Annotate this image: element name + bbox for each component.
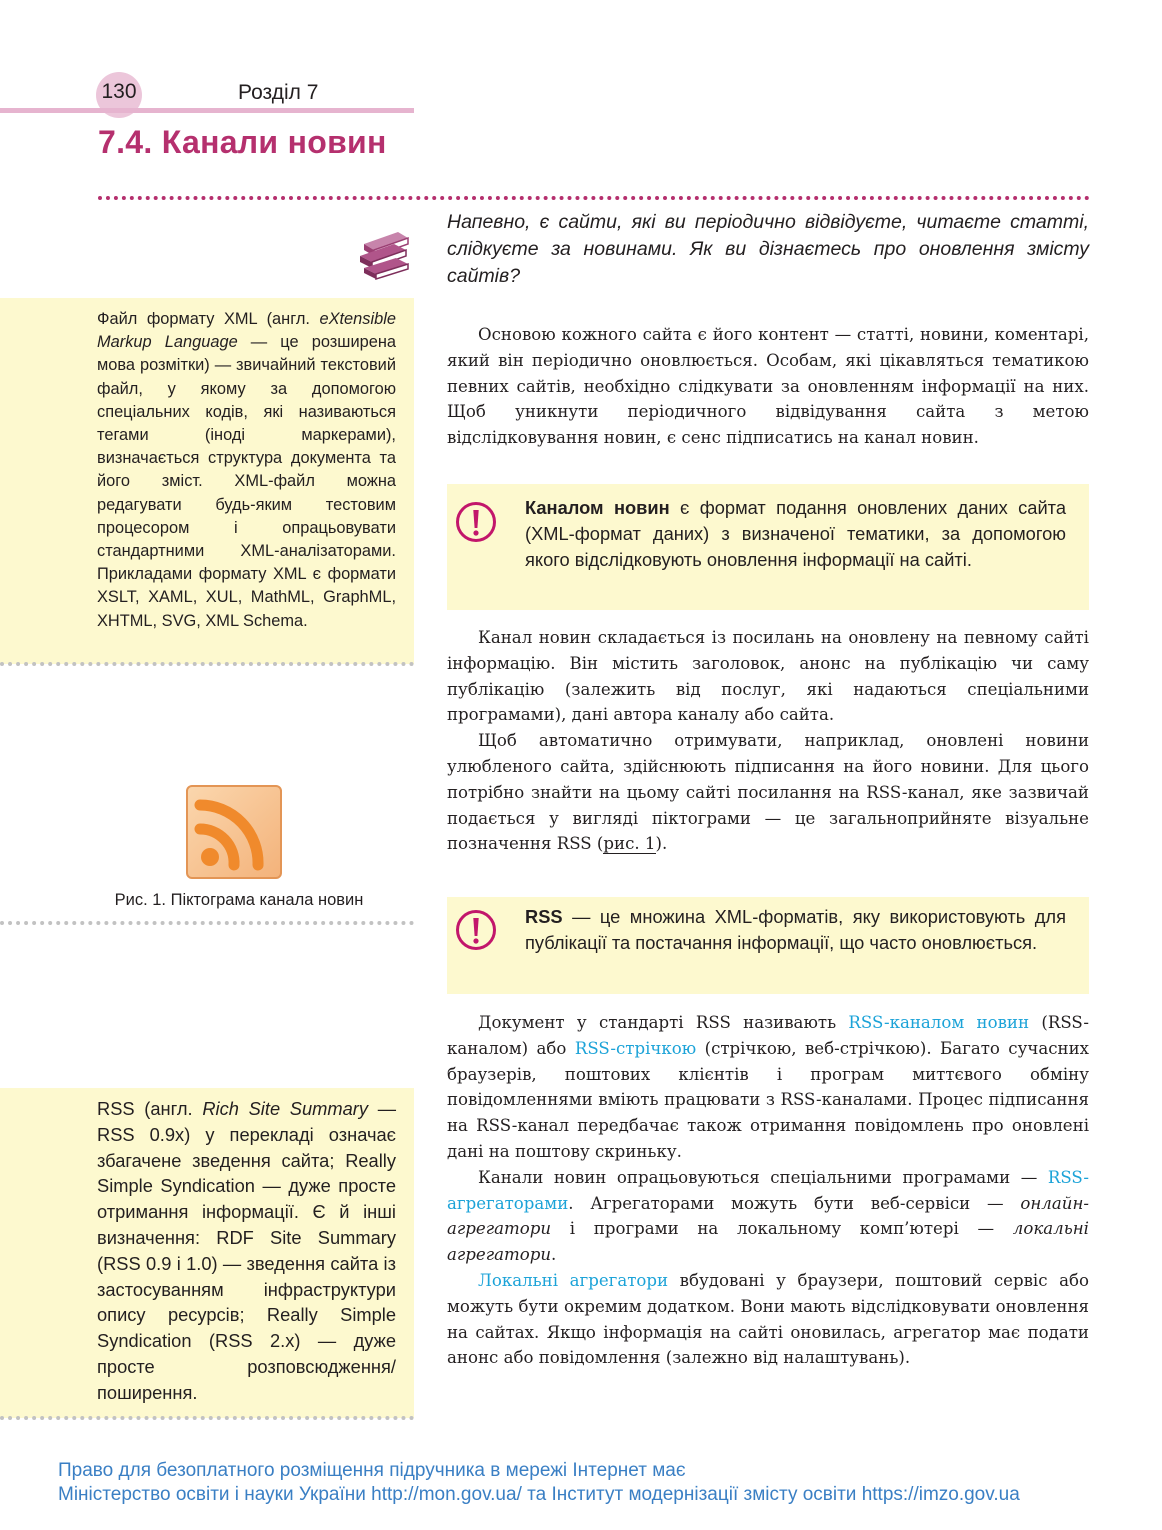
sidebar-note-rss-text xyxy=(97,1096,396,1406)
sidebar-note-rss xyxy=(0,1088,414,1418)
paragraph-6 xyxy=(447,1268,1089,1371)
xml-note-text-2: — це розширена мова розмітки) — звичайний текстовий файл, у якому за допомогою спеціальних кодів, які називаються тегами (іноді маркерами), визначається структура документа та його зміст. XML-файл можна редагувати будь-яким тестовим процесором і опрацьовувати стандартними XML-аналізаторами. Прикладами формату XML є формати XSLT, XAML, XUL, MathML, GraphML, XHTML, SVG, XML Schema. xyxy=(97,333,397,630)
paragraph-5 xyxy=(447,1165,1089,1268)
rss-note-text-2: — RSS 0.9x) у перекладі означає збагачене зведення сайта; Really Simple Syndication — дуже просте отримання інформації. Є й інші визначення: RDF Site Summary (RSS 0.9 і 1.0) — зведення сайта із застосуванням інфраструктури опису ресурсів; Really Simple Syndication (RSS 2.x) — дуже просте розповсюдження/поширення. xyxy=(97,1098,396,1403)
intro-question: Напевно, є сайти, які ви періодично відвідуєте, читаєте статті, слідкуєте за новинами. Як ви дізнаєтесь про оновлення змісту сайтів? xyxy=(447,211,1089,287)
definition-box-rss xyxy=(447,897,1089,994)
body-section-2 xyxy=(447,625,1089,857)
section-label: Розділ 7 xyxy=(238,81,319,104)
sidebar-note-xml xyxy=(0,298,414,664)
paragraph-4-text-a: Документ у стандарті RSS називають xyxy=(478,1013,849,1032)
definition-box-news-channel xyxy=(447,484,1089,610)
paragraph-4-text-c: (стрічкою, веб-стрічкою). Багато сучасних браузерів, поштових клієнтів і програм миттєвого обміну повідомленнями вміють працювати з RSS-каналами. Процес підписання на RSS-канал передбачає також отримання повідомлень про оновлені дані на поштову скриньку. xyxy=(447,1038,1089,1161)
definition-text-news-channel xyxy=(525,495,1066,573)
paragraph-3-text: Щоб автоматично отримувати, наприклад, оновлені новини улюбленого сайта, здійснюють підписання на його новини. Для цього потрібно знайти на цьому сайті посилання на RSS-канал, яке зазвичай подається у вигляді піктограми — це загальноприйняте візуальне позначення RSS ( xyxy=(447,731,1089,854)
definition-text-rss xyxy=(525,904,1066,956)
figure-caption: Рис. 1. Піктограма канала новин xyxy=(114,891,364,909)
term-rss-aggregators: RSS-агрегаторами xyxy=(447,1167,1089,1213)
paragraph-1: Основою кожного сайта є його контент — статті, новини, коментарі, який він періодично оновлюється. Особам, які цікавляться тематикою певних сайтів, необхідно слідкувати за оновленням інформації на них. Щоб уникнути періодичного відвідування сайта з метою відслідковування новин, є сенс підписатись на канал новин. xyxy=(447,325,1089,448)
paragraph-4 xyxy=(447,1010,1089,1165)
paragraph-5-text-a: Канали новин опрацьовуються спеціальними програмами — xyxy=(478,1167,1048,1187)
page-number: 130 xyxy=(101,80,137,103)
sidebar-divider xyxy=(0,662,414,666)
xml-note-term: eXtensible Markup Language xyxy=(97,310,396,352)
definition-term-news-channel: Каналом новин xyxy=(525,497,670,518)
exclamation-icon xyxy=(455,501,497,543)
body-section-1 xyxy=(447,322,1089,451)
footer-line-2: Міністерство освіти і науки України http://mon.gov.ua/ та Інститут модернізації змісту освіти https://imzo.gov.ua xyxy=(58,1484,1020,1505)
term-rss-feed: RSS-стрічкою xyxy=(574,1038,697,1058)
paragraph-2: Канал новин складається із посилань на оновлену на певному сайті інформацію. Він містить заголовок, анонс на публікацію чи саму публікацію (залежить від послуг, які надаються спеціальними програмами), дані автора каналу або сайта. xyxy=(447,628,1089,725)
paragraph-5-text-b: . Агрегаторами можуть бути веб-сервіси — xyxy=(568,1193,1021,1213)
paragraph-3 xyxy=(447,728,1089,857)
exclamation-icon xyxy=(455,909,497,951)
figure-divider xyxy=(0,921,414,925)
definition-body-rss: — це множина XML-форматів, яку використовують для публікації та постачання інформації, що часто оновлюється. xyxy=(525,906,1066,953)
rss-note-term: Rich Site Summary xyxy=(202,1098,369,1119)
page-title: 7.4. Канали новин xyxy=(98,124,387,160)
footer-line-1: Право для безоплатного розміщення підручника в мережі Інтернет має xyxy=(58,1460,686,1481)
footer-notice xyxy=(58,1459,1020,1507)
term-local-aggregators: локальні агрегатори xyxy=(447,1219,1089,1265)
paragraph-4-text-b: (RSS-каналом) або xyxy=(447,1013,1089,1058)
definition-body-news-channel: є формат подання оновлених даних сайта (XML-формат даних) з визначеної тематики, за допомогою якого відслідковують оновлення інформації на сайті. xyxy=(525,497,1066,570)
paragraph-3-end: ). xyxy=(655,834,668,854)
figure-reference-link[interactable]: рис. 1 xyxy=(603,834,656,854)
title-divider xyxy=(98,196,1090,200)
term-online-aggregators: онлайн-агрегатори xyxy=(447,1193,1089,1239)
sidebar-note-xml-text xyxy=(97,308,396,633)
term-rss-news-channel: RSS-каналом новин xyxy=(848,1013,1030,1032)
paragraph-5-text-c: і програми на локальному комп’ютері — xyxy=(551,1219,1013,1239)
rss-note-text-1: RSS (англ. xyxy=(97,1098,203,1119)
paragraph-5-end: . xyxy=(551,1245,557,1265)
sidebar-bottom-divider xyxy=(0,1416,414,1420)
xml-note-text-1: Файл формату XML (англ. xyxy=(97,310,320,328)
body-section-3 xyxy=(447,1010,1089,1371)
term-local-aggregators-heading: Локальні агрегатори xyxy=(478,1270,669,1290)
books-icon xyxy=(356,222,412,280)
definition-term-rss: RSS xyxy=(525,906,563,927)
rss-feed-icon xyxy=(186,785,282,879)
header-rule xyxy=(0,108,414,113)
paragraph-6-text: вбудовані у браузери, поштовий сервіс або можуть бути окремим додатком. Вони мають відслідковувати оновлення на сайтах. Якщо інформація на сайті оновилась, агрегатор має подати анонс або повідомлення (залежно від налаштувань). xyxy=(447,1270,1089,1368)
